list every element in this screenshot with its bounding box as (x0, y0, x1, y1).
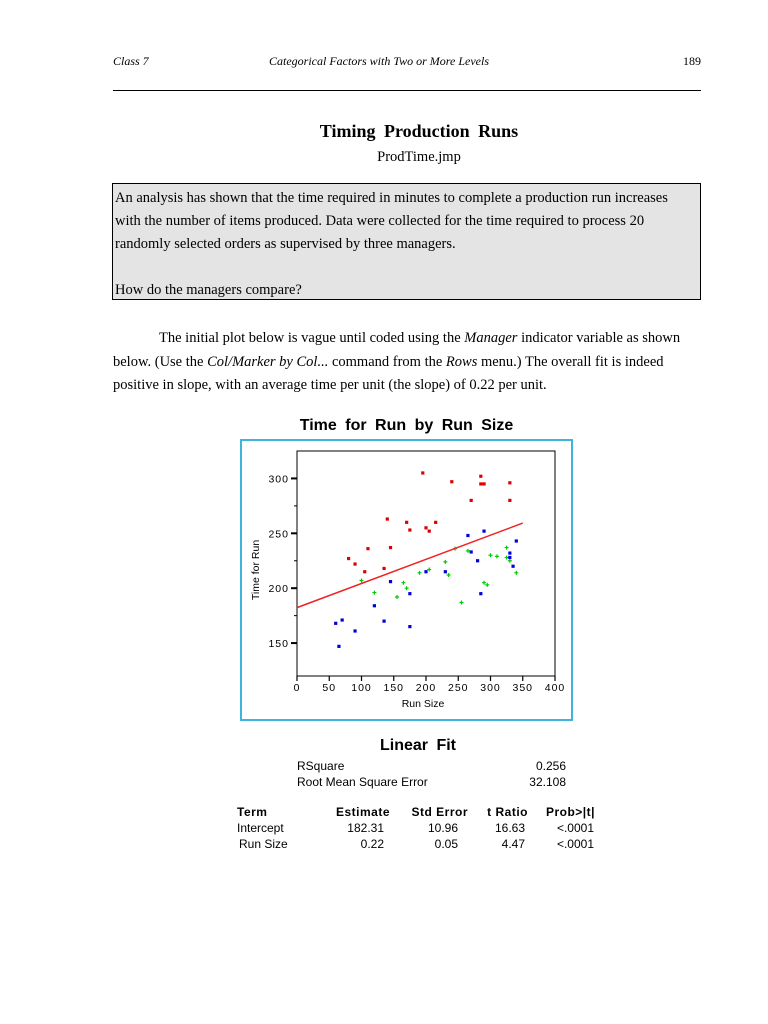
problem-question: How do the managers compare? (115, 282, 302, 298)
header-class: Class 7 (113, 54, 149, 68)
data-point-blue (408, 625, 411, 628)
x-tick-label: 350 (512, 682, 534, 694)
data-point-blue (389, 580, 392, 583)
data-point-red (424, 526, 427, 529)
data-point-blue (482, 530, 485, 533)
header-page-number: 189 (683, 54, 701, 68)
data-point-blue (476, 559, 479, 562)
x-tick-label: 400 (544, 682, 566, 694)
spacer (115, 256, 698, 279)
problem-line: An analysis has shown that the time required in minutes to complete a production run increases (115, 190, 668, 206)
x-tick-label: 200 (415, 682, 437, 694)
data-point-red (482, 482, 485, 485)
data-point-red (389, 546, 392, 549)
x-tick-label: 300 (480, 682, 501, 694)
header-rule (113, 90, 701, 91)
col-header-t-ratio: t Ratio (487, 805, 528, 819)
table-cell-prob: <.0001 (556, 821, 594, 835)
data-point-blue (470, 550, 473, 553)
data-point-blue (353, 629, 356, 632)
body-paragraph (113, 327, 703, 398)
table-cell-t-ratio: 16.63 (494, 821, 525, 835)
running-header (113, 54, 701, 72)
linear-fit-title: Linear Fit (379, 737, 456, 754)
body-emphasis-command: Col/Marker by Col... (207, 353, 329, 370)
rmse-value: 32.108 (529, 775, 566, 789)
data-point-red (479, 475, 482, 478)
body-text-2: indicator variable as shown below. (Use the (113, 330, 681, 370)
rsquare-row (0, 759, 768, 775)
data-point-red (421, 471, 424, 474)
y-tick-label: 200 (268, 583, 289, 596)
data-point-blue (408, 592, 411, 595)
y-tick-label: 300 (268, 473, 289, 486)
rsquare-value: 0.256 (535, 759, 566, 773)
data-point-blue (466, 534, 469, 537)
rmse-label: Root Mean Square Error (297, 775, 428, 789)
x-axis-label: Run Size (401, 698, 445, 710)
header-chapter-title: Categorical Factors with Two or More Levels (269, 54, 489, 68)
data-point-blue (334, 622, 337, 625)
data-point-blue (337, 645, 340, 648)
data-point-blue (444, 570, 447, 573)
data-point-blue (508, 551, 511, 554)
col-header-estimate: Estimate (335, 805, 390, 819)
table-cell-estimate: 182.31 (347, 821, 384, 835)
table-cell-prob: <.0001 (556, 837, 594, 851)
y-tick-label: 250 (268, 528, 289, 541)
data-point-red (434, 521, 437, 524)
data-point-red (470, 499, 473, 502)
x-tick-label: 250 (447, 682, 469, 694)
y-tick-label: 150 (268, 638, 289, 651)
x-tick-label: 50 (322, 682, 337, 694)
col-header-term: Term (237, 805, 268, 819)
data-point-blue (373, 604, 376, 607)
data-point-red (353, 562, 356, 565)
table-cell-estimate: 0.22 (360, 837, 384, 851)
data-point-blue (515, 539, 518, 542)
scatter-chart (242, 441, 571, 719)
table-cell-term: Intercept (237, 821, 284, 835)
data-point-red (405, 521, 408, 524)
body-text-1: The initial plot below is vague until coded using the (159, 330, 465, 346)
data-point-blue (479, 592, 482, 595)
x-tick-label: 0 (293, 682, 301, 694)
data-point-blue (511, 565, 514, 568)
body-text-3: command from the (328, 353, 446, 370)
col-header-prob: Prob>|t| (545, 805, 595, 819)
y-axis-label: Time for Run (250, 539, 262, 601)
data-point-red (428, 530, 431, 533)
data-point-red (382, 567, 385, 570)
data-point-red (386, 517, 389, 520)
table-cell-t-ratio: 4.47 (501, 837, 525, 851)
problem-line: randomly selected orders as supervised by three managers. (115, 236, 456, 252)
table-cell-std-error: 0.05 (434, 837, 458, 851)
data-point-red (508, 481, 511, 484)
rmse-row (0, 775, 768, 791)
data-point-red (366, 547, 369, 550)
rsquare-label: RSquare (297, 759, 345, 773)
data-point-blue (382, 620, 385, 623)
data-point-blue (508, 556, 511, 559)
data-file-name: ProdTime.jmp (377, 149, 461, 165)
plot-area (297, 451, 555, 676)
data-point-blue (341, 618, 344, 621)
chart-title: Time for Run by Run Size (299, 417, 514, 434)
data-point-red (479, 482, 482, 485)
data-point-blue (424, 570, 427, 573)
col-header-std-error: Std Error (411, 805, 468, 819)
data-point-red (508, 499, 511, 502)
x-tick-label: 100 (351, 682, 372, 694)
body-text-4: menu.) The overall fit is indeed positive in slope, with an average time per unit (the slope) of 0.22 per unit. (113, 353, 664, 393)
x-tick-label: 150 (383, 682, 405, 694)
section-title: Timing Production Runs (319, 121, 519, 141)
body-emphasis-manager: Manager (464, 330, 518, 346)
data-point-red (450, 480, 453, 483)
problem-line: with the number of items produced. Data were collected for the time required to process 20 (115, 213, 645, 229)
body-emphasis-rows: Rows (445, 353, 478, 370)
data-point-red (408, 528, 411, 531)
data-point-red (363, 570, 366, 573)
problem-box (112, 183, 701, 300)
table-cell-term: Run Size (239, 837, 288, 851)
data-point-red (347, 557, 350, 560)
table-cell-std-error: 10.96 (427, 821, 458, 835)
